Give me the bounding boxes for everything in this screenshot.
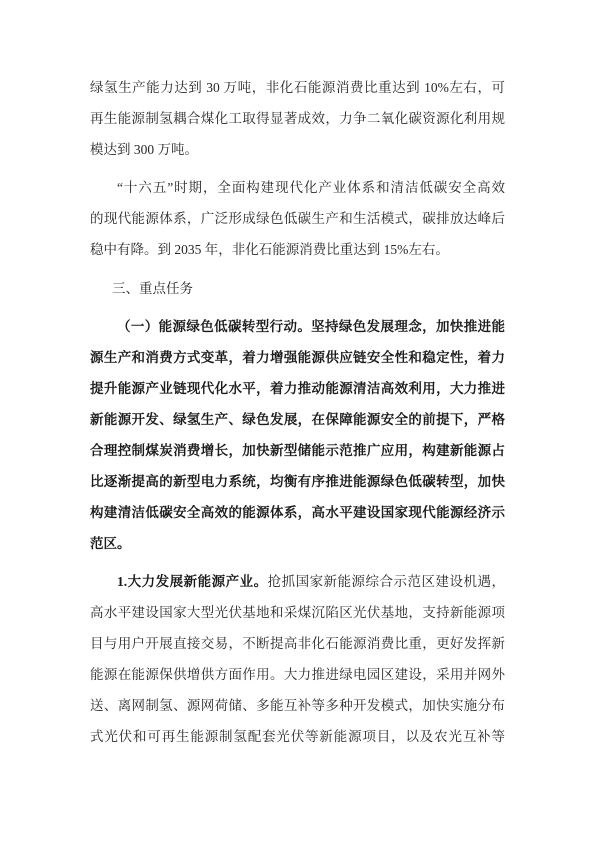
paragraph-line [117, 566, 505, 597]
paragraph-line: 再生能源制氢耦合煤化工取得显著成效，力争二氧化碳资源化利用规 [90, 111, 505, 126]
paragraph-line: 比逐渐提高的新型电力系统，均衡有序推进能源绿色低碳转型，加快 [90, 474, 505, 489]
paragraph-line: （一）能源绿色低碳转型行动。坚持绿色发展理念，加快推进能 [117, 319, 505, 334]
section-heading: 三、重点任务 [112, 281, 193, 296]
paragraph-line: 式光伏和可再生能源制氢配套光伏等新能源项目，以及农光互补等 [90, 729, 505, 744]
paragraph-line: 范区。 [90, 536, 131, 551]
paragraph-line: 合理控制煤炭消费增长，加快新型储能示范推广应用，构建新能源占 [90, 443, 505, 458]
paragraph-line: 模达到 300 万吨。 [90, 142, 198, 157]
paragraph-line: 目与用户开展直接交易，不断提高非化石能源消费比重，更好发挥新 [90, 636, 505, 651]
paragraph-line: 能源在能源保供增供方面作用。大力推进绿电园区建设，采用并网外 [90, 667, 505, 682]
subsection-title: 1.大力发展新能源产业。 [117, 574, 268, 589]
paragraph-line: 提升能源产业链现代化水平，着力推动能源清洁高效利用，大力推进 [90, 381, 505, 396]
paragraph-line: 绿氢生产能力达到 30 万吨，非化石能源消费比重达到 10%左右，可 [90, 80, 505, 95]
paragraph-line: 源生产和消费方式变革，着力增强能源供应链安全性和稳定性，着力 [90, 350, 505, 365]
paragraph-line: 送、离网制氢、源网荷储、多能互补等多种开发模式，加快实施分布 [90, 698, 505, 713]
paragraph-line: 稳中有降。到 2035 年，非化石能源消费比重达到 15%左右。 [90, 242, 449, 257]
paragraph-line: 新能源开发、绿氢生产、绿色发展，在保障能源安全的前提下，严格 [90, 412, 505, 427]
paragraph-text: 抢抓国家新能源综合示范区建设机遇， [267, 574, 505, 589]
paragraph-line: 构建清洁低碳安全高效的能源体系，高水平建设国家现代能源经济示 [90, 505, 505, 520]
paragraph-line: 高水平建设国家大型光伏基地和采煤沉陷区光伏基地，支持新能源项 [90, 605, 505, 620]
paragraph-line: 的现代能源体系，广泛形成绿色低碳生产和生活模式，碳排放达峰后 [90, 211, 505, 226]
paragraph-line: “十六五”时期，全面构建现代化产业体系和清洁低碳安全高效 [117, 180, 505, 195]
